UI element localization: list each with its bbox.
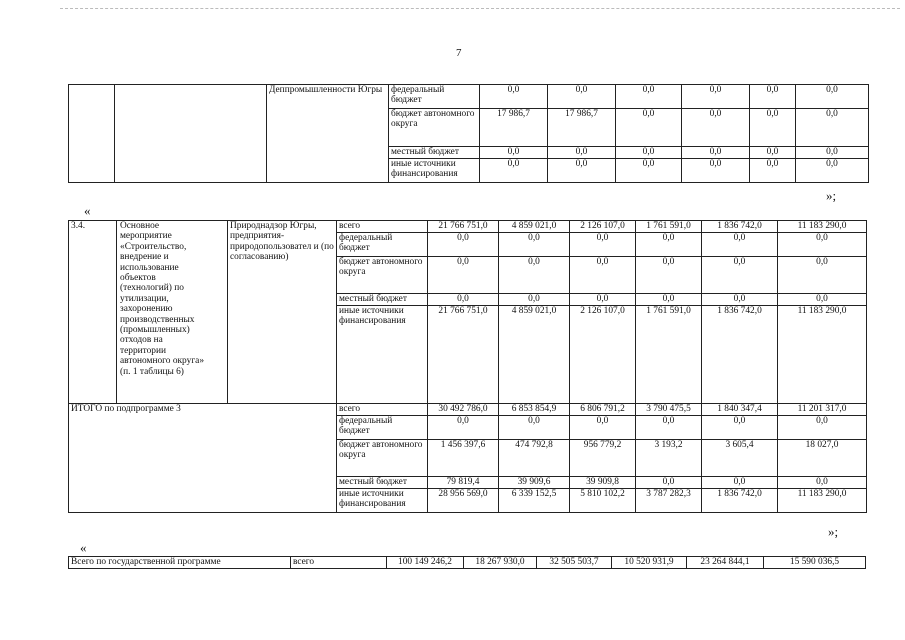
funding-source: федеральный бюджет [337, 233, 428, 257]
value-cell: 0,0 [796, 85, 869, 109]
value-cell: 0,0 [702, 294, 778, 306]
value-cell: 23 264 844,1 [687, 557, 764, 569]
value-cell: 0,0 [682, 147, 750, 159]
desc-line: захоронению [120, 304, 173, 315]
value-cell: 100 149 246,2 [387, 557, 464, 569]
value-cell: 0,0 [636, 294, 702, 306]
item-number: 3.4. [69, 221, 117, 404]
value-cell: 11 183 290,0 [778, 221, 867, 233]
value-cell: 21 766 751,0 [428, 221, 499, 233]
value-cell: 3 787 282,3 [636, 489, 702, 513]
value-cell: 0,0 [499, 257, 570, 294]
funding-source: местный бюджет [337, 477, 428, 489]
value-cell: 0,0 [796, 159, 869, 183]
value-cell: 0,0 [750, 109, 796, 147]
value-cell: 1 761 591,0 [636, 221, 702, 233]
value-cell: 11 183 290,0 [778, 306, 867, 404]
value-cell: 0,0 [636, 233, 702, 257]
value-cell: 1 761 591,0 [636, 306, 702, 404]
closing-quote: »; [828, 524, 839, 539]
value-cell: 1 840 347,4 [702, 404, 778, 416]
value-cell: 11 201 317,0 [778, 404, 867, 416]
value-cell: 0,0 [570, 416, 636, 440]
value-cell: 0,0 [636, 416, 702, 440]
value-cell: 0,0 [616, 159, 682, 183]
value-cell: 956 779,2 [570, 440, 636, 477]
value-cell: 0,0 [428, 416, 499, 440]
value-cell: 0,0 [428, 294, 499, 306]
desc-line: Основное [120, 221, 160, 231]
closing-quote: »; [826, 188, 837, 203]
item-description [117, 221, 228, 404]
program-total-label: Всего по государственной программе [69, 557, 291, 569]
value-cell: 15 590 036,5 [764, 557, 866, 569]
value-cell: 17 986,7 [480, 109, 548, 147]
page-number: 7 [456, 47, 462, 59]
empty-cell [69, 85, 115, 183]
value-cell: 1 456 397,6 [428, 440, 499, 477]
desc-line: (промышленных) [120, 325, 190, 336]
value-cell: 1 836 742,0 [702, 306, 778, 404]
value-cell: 474 792,8 [499, 440, 570, 477]
value-cell: 79 819,4 [428, 477, 499, 489]
value-cell: 18 267 930,0 [464, 557, 537, 569]
value-cell: 0,0 [616, 85, 682, 109]
value-cell: 0,0 [499, 294, 570, 306]
value-cell: 0,0 [702, 416, 778, 440]
desc-line: (п. 1 таблицы 6) [120, 366, 184, 377]
value-cell: 18 027,0 [778, 440, 867, 477]
funding-source: бюджет автономного округа [389, 109, 480, 147]
scan-top-edge [60, 8, 900, 9]
value-cell: 0,0 [548, 159, 616, 183]
desc-line: объектов [120, 273, 156, 284]
table-row [69, 404, 867, 416]
value-cell: 0,0 [499, 233, 570, 257]
value-cell: 4 859 021,0 [499, 306, 570, 404]
value-cell: 0,0 [616, 147, 682, 159]
funding-source: всего [291, 557, 387, 569]
value-cell: 0,0 [428, 233, 499, 257]
responsible-org: Деппромышленности Югры [267, 85, 389, 183]
funding-source: иные источники финансирования [389, 159, 480, 183]
table-program-total [68, 556, 866, 569]
desc-line: территории [120, 345, 167, 356]
value-cell: 30 492 786,0 [428, 404, 499, 416]
value-cell: 0,0 [750, 147, 796, 159]
responsible-org: Природнадзор Югры, предприятия-природопользовател и (по согласованию) [228, 221, 337, 404]
value-cell: 21 766 751,0 [428, 306, 499, 404]
value-cell: 0,0 [570, 257, 636, 294]
value-cell: 1 836 742,0 [702, 489, 778, 513]
desc-line: «Строительство, [120, 241, 187, 252]
value-cell: 6 853 854,9 [499, 404, 570, 416]
desc-line: использование [120, 262, 179, 273]
value-cell: 0,0 [428, 257, 499, 294]
value-cell: 0,0 [702, 477, 778, 489]
table-row [69, 557, 866, 569]
value-cell: 17 986,7 [548, 109, 616, 147]
value-cell: 0,0 [480, 85, 548, 109]
desc-line: (технологий) по [120, 283, 184, 294]
value-cell: 0,0 [796, 147, 869, 159]
value-cell: 1 836 742,0 [702, 221, 778, 233]
value-cell: 0,0 [570, 294, 636, 306]
opening-quote: « [84, 203, 91, 218]
value-cell: 0,0 [548, 147, 616, 159]
desc-line: мероприятие [120, 231, 172, 242]
value-cell: 4 859 021,0 [499, 221, 570, 233]
value-cell: 0,0 [499, 416, 570, 440]
value-cell: 0,0 [778, 233, 867, 257]
value-cell: 0,0 [778, 294, 867, 306]
funding-source: всего [337, 404, 428, 416]
funding-source: федеральный бюджет [389, 85, 480, 109]
value-cell: 0,0 [778, 416, 867, 440]
value-cell: 0,0 [616, 109, 682, 147]
value-cell: 0,0 [682, 85, 750, 109]
opening-quote: « [80, 540, 87, 555]
value-cell: 3 605,4 [702, 440, 778, 477]
value-cell: 39 909,8 [570, 477, 636, 489]
value-cell: 6 339 152,5 [499, 489, 570, 513]
value-cell: 28 956 569,0 [428, 489, 499, 513]
empty-cell [115, 85, 267, 183]
value-cell: 0,0 [750, 85, 796, 109]
desc-line: автономного округа» [120, 356, 205, 367]
desc-line: утилизации, [120, 293, 169, 304]
desc-line: внедрение и [120, 252, 169, 263]
funding-source: местный бюджет [389, 147, 480, 159]
value-cell: 2 126 107,0 [570, 306, 636, 404]
value-cell: 3 790 475,5 [636, 404, 702, 416]
value-cell: 0,0 [778, 477, 867, 489]
table-row [69, 85, 869, 109]
value-cell: 11 183 290,0 [778, 489, 867, 513]
funding-source: бюджет автономного округа [337, 257, 428, 294]
table-continuation [68, 84, 869, 183]
table-row [69, 221, 867, 233]
funding-source: местный бюджет [337, 294, 428, 306]
value-cell: 5 810 102,2 [570, 489, 636, 513]
value-cell: 2 126 107,0 [570, 221, 636, 233]
value-cell: 0,0 [548, 85, 616, 109]
value-cell: 0,0 [778, 257, 867, 294]
value-cell: 6 806 791,2 [570, 404, 636, 416]
value-cell: 0,0 [636, 477, 702, 489]
value-cell: 0,0 [702, 257, 778, 294]
table-main [68, 220, 867, 513]
funding-source: всего [337, 221, 428, 233]
value-cell: 0,0 [702, 233, 778, 257]
value-cell: 0,0 [480, 159, 548, 183]
value-cell: 0,0 [796, 109, 869, 147]
value-cell: 0,0 [750, 159, 796, 183]
value-cell: 39 909,6 [499, 477, 570, 489]
desc-line: отходов на [120, 335, 163, 346]
funding-source: бюджет автономного округа [337, 440, 428, 477]
value-cell: 0,0 [682, 159, 750, 183]
value-cell: 0,0 [480, 147, 548, 159]
funding-source: федеральный бюджет [337, 416, 428, 440]
funding-source: иные источники финансирования [337, 306, 428, 404]
value-cell: 0,0 [682, 109, 750, 147]
value-cell: 0,0 [570, 233, 636, 257]
value-cell: 0,0 [636, 257, 702, 294]
value-cell: 10 520 931,9 [612, 557, 687, 569]
value-cell: 32 505 503,7 [537, 557, 612, 569]
value-cell: 3 193,2 [636, 440, 702, 477]
funding-source: иные источники финансирования [337, 489, 428, 513]
subtotal-label: ИТОГО по подпрограмме 3 [69, 404, 337, 513]
desc-line: производственных [120, 314, 195, 325]
